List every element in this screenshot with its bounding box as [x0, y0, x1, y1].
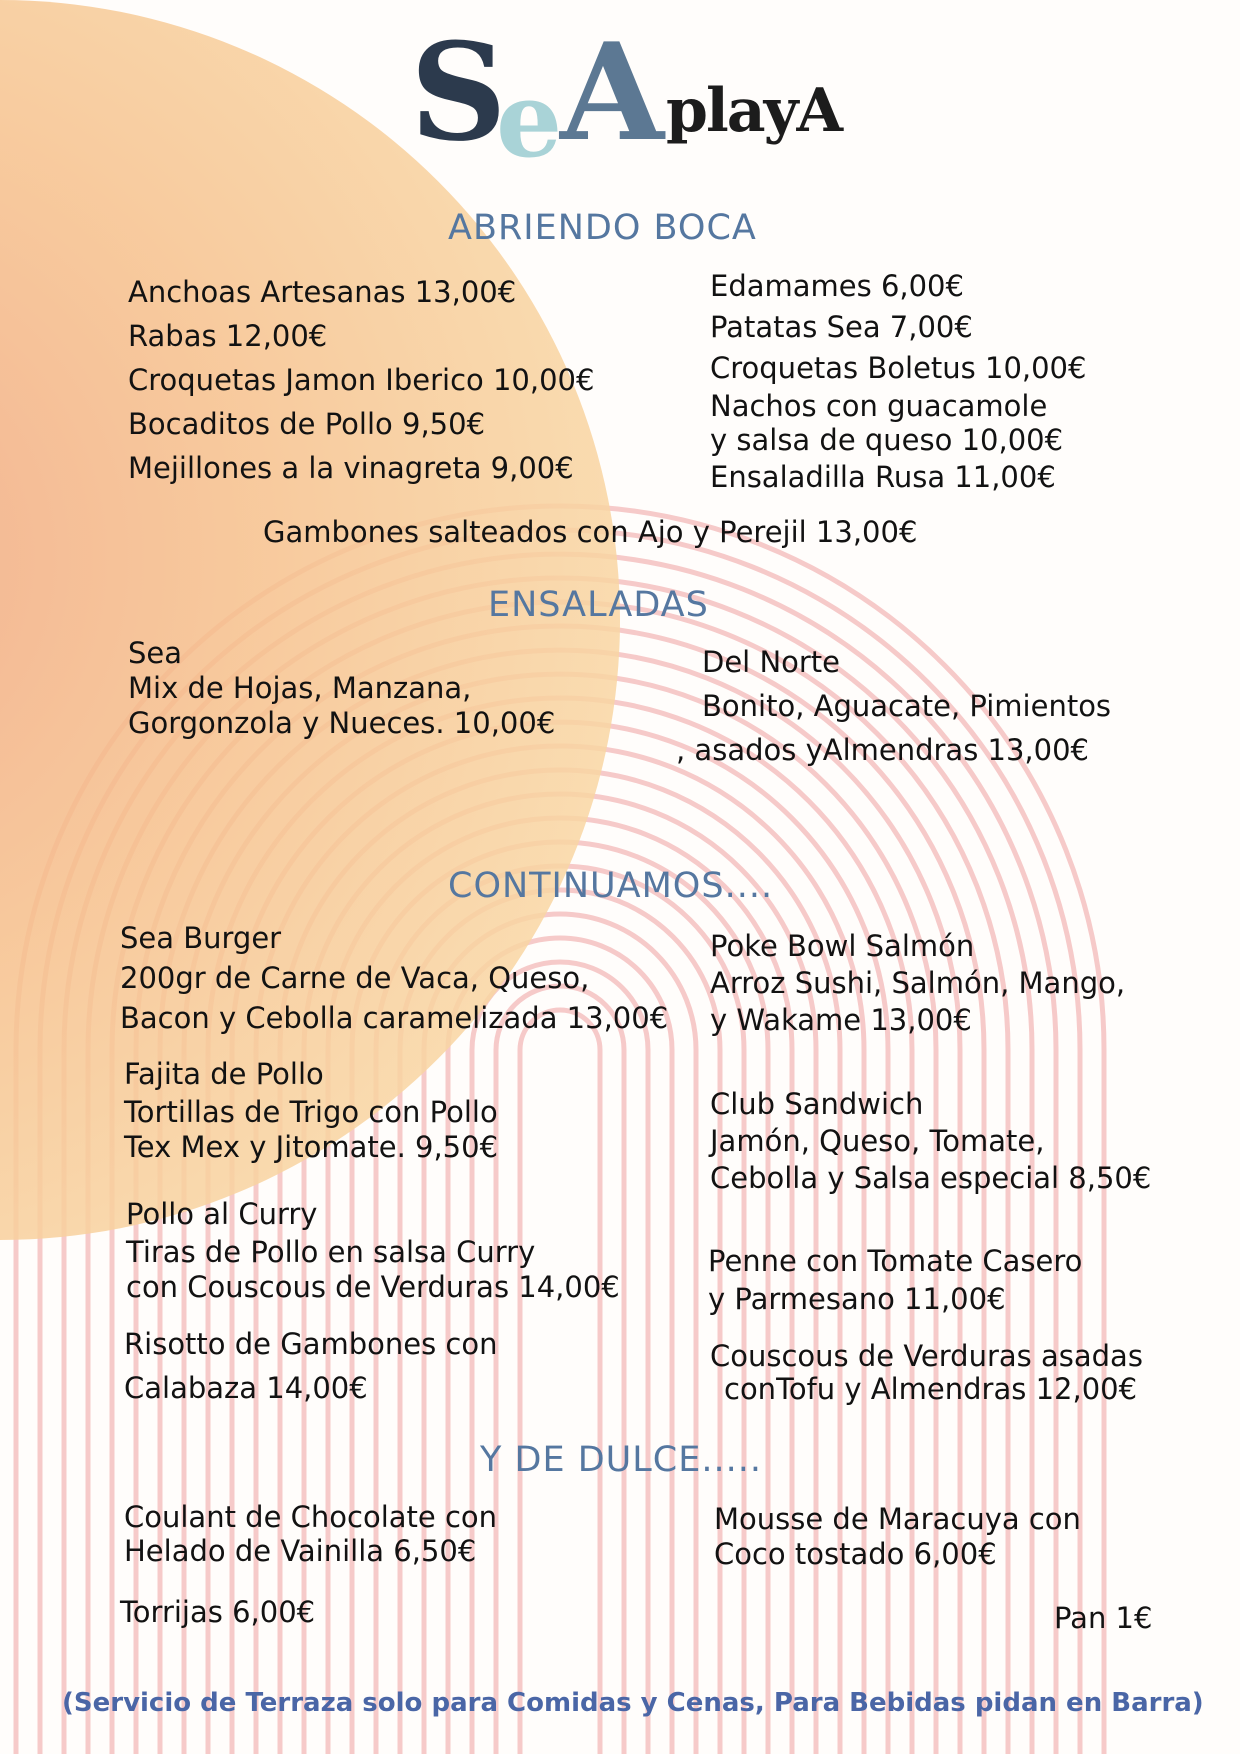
menu-item: y salsa de queso 10,00€ — [710, 423, 1064, 457]
dish-description: Cebolla y Salsa especial 8,50€ — [710, 1161, 1152, 1195]
heading-y-de-dulce: Y DE DULCE..... — [480, 1440, 762, 1480]
dish-name: Mousse de Maracuya con — [714, 1502, 1081, 1536]
menu-item: Ensaladilla Rusa 11,00€ — [710, 460, 1056, 494]
menu-item: Croquetas Jamon Iberico 10,00€ — [128, 363, 595, 397]
dish-description: Bacon y Cebolla caramelizada 13,00€ — [120, 1001, 669, 1035]
menu-item: Croquetas Boletus 10,00€ — [710, 351, 1087, 385]
dish-description: Tiras de Pollo en salsa Curry — [126, 1235, 536, 1269]
item-pan: Pan 1€ — [1054, 1601, 1153, 1635]
menu-item-gambones: Gambones salteados con Ajo y Perejil 13,00€ — [263, 515, 918, 549]
dish-name: Fajita de Pollo — [124, 1057, 324, 1091]
dish-risotto — [124, 1322, 498, 1410]
ensalada-del-norte — [676, 640, 1111, 772]
heading-continuamos: CONTINUAMOS.... — [448, 866, 774, 906]
logo-letter-a: A — [560, 13, 658, 171]
menu-item: Edamames 6,00€ — [710, 269, 964, 303]
dish-torrijas: Torrijas 6,00€ — [120, 1595, 316, 1629]
dish-sea-burger — [120, 918, 668, 1038]
dish-name: Del Norte — [702, 645, 841, 679]
dish-description: Arroz Sushi, Salmón, Mango, — [710, 966, 1126, 1000]
dish-club-sandwich — [710, 1086, 1151, 1197]
dish-description: Mix de Hojas, Manzana, — [128, 671, 472, 705]
dish-description: , asados yAlmendras 13,00€ — [676, 733, 1089, 767]
dish-name: Couscous de Verduras asadas — [710, 1339, 1143, 1373]
arch-stripe — [496, 986, 624, 1754]
dish-name: Sea — [128, 636, 183, 670]
dish-description: conTofu y Almendras 12,00€ — [724, 1372, 1138, 1406]
logo-letter-e: e — [496, 58, 557, 181]
dish-coulant — [124, 1500, 497, 1568]
dish-description: Helado de Vainilla 6,50€ — [124, 1534, 477, 1568]
dish-description: y Wakame 13,00€ — [710, 1003, 972, 1037]
dish-description: 200gr de Carne de Vaca, Queso, — [120, 961, 590, 995]
menu-item: Nachos con guacamole — [710, 389, 1048, 423]
dish-name: Sea Burger — [120, 921, 282, 955]
dish-penne — [708, 1242, 1082, 1318]
ensalada-sea — [128, 636, 555, 741]
dish-description: y Parmesano 11,00€ — [708, 1282, 1006, 1316]
dish-couscous — [710, 1340, 1143, 1406]
abriendo-left-list — [128, 270, 594, 490]
dish-description: con Couscous de Verduras 14,00€ — [126, 1270, 620, 1304]
heading-ensaladas: ENSALADAS — [488, 585, 709, 625]
dish-name: Coulant de Chocolate con — [124, 1500, 498, 1534]
dish-name: Pollo al Curry — [126, 1197, 318, 1231]
menu-item: Bocaditos de Pollo 9,50€ — [128, 407, 486, 441]
dish-name: Club Sandwich — [710, 1087, 924, 1121]
dish-description: Jamón, Queso, Tomate, — [710, 1124, 1045, 1158]
dish-fajita — [124, 1054, 498, 1164]
dish-description: Calabaza 14,00€ — [124, 1371, 368, 1405]
footer-note: (Servicio de Terraza solo para Comidas y Cenas, Para Bebidas pidan en Barra) — [62, 1688, 1204, 1718]
dish-mousse — [714, 1502, 1081, 1572]
menu-item: Rabas 12,00€ — [128, 319, 328, 353]
dish-name: Risotto de Gambones con — [124, 1327, 498, 1361]
arch-stripe — [520, 1010, 600, 1754]
dish-description: Gorgonzola y Nueces. 10,00€ — [128, 706, 556, 740]
menu-item: Anchoas Artesanas 13,00€ — [128, 275, 517, 309]
dish-name: Penne con Tomate Casero — [708, 1244, 1083, 1278]
logo-playa: playA — [666, 76, 842, 146]
abriendo-right-list — [710, 266, 1086, 498]
dish-name: Poke Bowl Salmón — [710, 929, 975, 963]
dish-pollo-curry — [126, 1194, 620, 1304]
logo-letter-s: S — [410, 13, 501, 171]
menu-item: Patatas Sea 7,00€ — [710, 310, 973, 344]
dish-poke-bowl — [710, 928, 1125, 1039]
dish-description: Coco tostado 6,00€ — [714, 1537, 997, 1571]
dish-description: Tortillas de Trigo con Pollo — [124, 1095, 498, 1129]
menu-item: Mejillones a la vinagreta 9,00€ — [128, 451, 574, 485]
heading-abriendo-boca: ABRIENDO BOCA — [448, 208, 757, 248]
dish-description: Bonito, Aguacate, Pimientos — [702, 689, 1112, 723]
dish-description: Tex Mex y Jitomate. 9,50€ — [124, 1130, 499, 1164]
